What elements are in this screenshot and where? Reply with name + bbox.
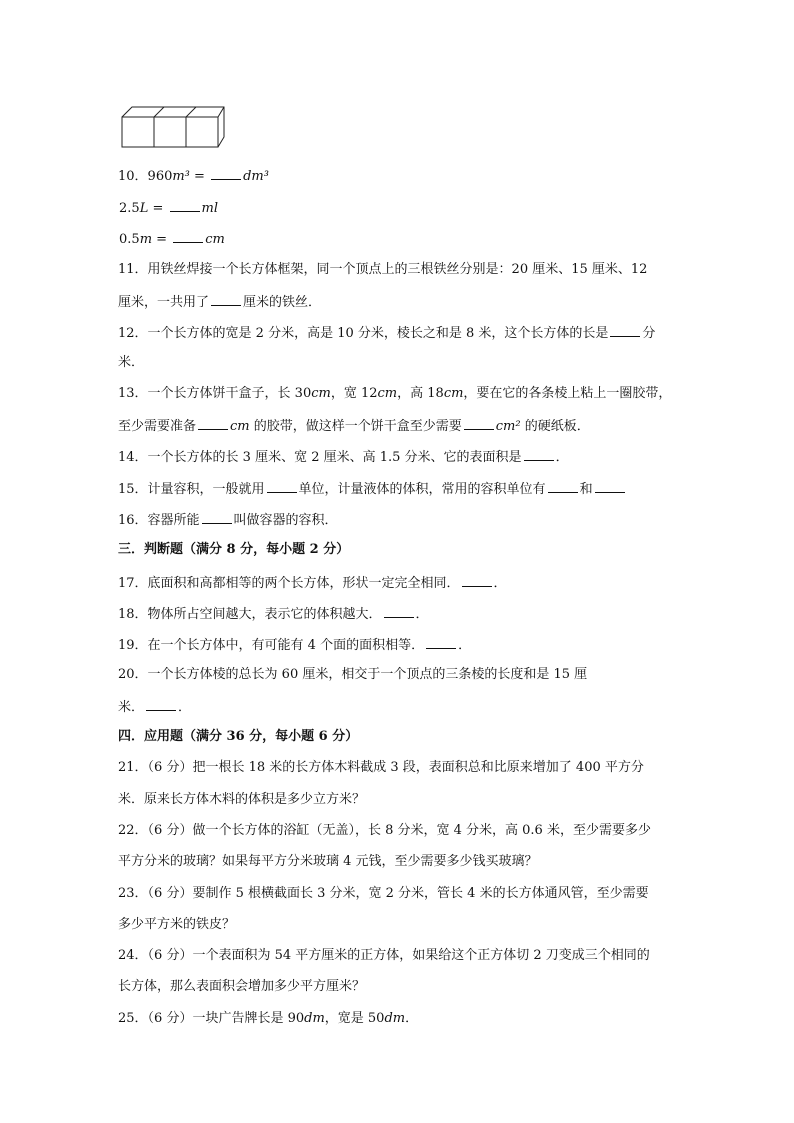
answer-blank[interactable]	[211, 293, 241, 306]
answer-blank[interactable]	[524, 448, 554, 461]
question-10-line-3: 0.5m = cm	[119, 232, 225, 247]
section-4-title: 四．应用题（满分 36 分，每小题 6 分）	[118, 729, 359, 744]
answer-blank[interactable]	[595, 480, 625, 493]
question-17: 17．底面积和高都相等的两个长方体，形状一定完全相同． ．	[118, 576, 507, 591]
answer-blank[interactable]	[464, 417, 494, 430]
answer-blank[interactable]	[610, 324, 640, 337]
question-12-line-2: 米．	[118, 355, 145, 370]
three-cubes-prism-icon	[118, 104, 228, 150]
question-24-line-1: 24．（6 分）一个表面积为 54 平方厘米的正方体，如果给这个正方体切 2 刀变成三个相同的	[118, 948, 650, 963]
question-10-line-1: 10．960m³ = dm³	[118, 169, 269, 184]
question-11-line-2: 厘米，一共用了 厘米的铁丝．	[118, 295, 322, 310]
question-19: 19．在一个长方体中，有可能有 4 个面的面积相等． ．	[118, 638, 472, 653]
question-13-line-2: 至少需要准备 cm 的胶带，做这样一个饼干盒至少需要 cm² 的硬纸板．	[118, 419, 590, 434]
question-23-line-2: 多少平方米的铁皮？	[118, 917, 236, 932]
question-23-line-1: 23．（6 分）要制作 5 根横截面长 3 分米，宽 2 分米，管长 4 米的长方体通风管，至少需要	[118, 886, 649, 901]
answer-blank[interactable]	[211, 167, 241, 180]
answer-blank[interactable]	[202, 511, 232, 524]
answer-blank[interactable]	[146, 698, 176, 711]
answer-blank[interactable]	[462, 574, 492, 587]
answer-blank[interactable]	[548, 480, 578, 493]
question-13-line-1: 13．一个长方体饼干盒子，长 30cm，宽 12cm，高 18cm，要在它的各条棱上粘上一圈胶带，	[118, 386, 672, 401]
answer-blank[interactable]	[267, 480, 297, 493]
question-20-line-1: 20．一个长方体棱的总长为 60 厘米，相交于一个顶点的三条棱的长度和是 15 厘	[118, 667, 588, 682]
section-3-title: 三．判断题（满分 8 分，每小题 2 分）	[118, 542, 350, 557]
question-16: 16．容器所能 叫做容器的容积．	[118, 513, 338, 528]
question-21-line-2: 米．原来长方体木料的体积是多少立方米？	[118, 792, 366, 807]
answer-blank[interactable]	[170, 199, 200, 212]
question-15: 15．计量容积，一般就用 单位，计量液体的体积，常用的容积单位有 和	[118, 480, 627, 498]
answer-blank[interactable]	[384, 605, 414, 618]
question-22-line-1: 22．（6 分）做一个长方体的浴缸（无盖），长 8 分米，宽 4 分米，高 0.6 米，至少需要多少	[118, 823, 651, 838]
answer-blank[interactable]	[426, 636, 456, 649]
question-18: 18．物体所占空间越大，表示它的体积越大． ．	[118, 607, 429, 622]
question-21-line-1: 21．（6 分）把一根长 18 米的长方体木料截成 3 段，表面积总和比原来增加了 400 平方分	[118, 760, 644, 775]
answer-blank[interactable]	[173, 230, 203, 243]
question-24-line-2: 长方体，那么表面积会增加多少平方厘米？	[118, 979, 366, 994]
question-22-line-2: 平方分米的玻璃？如果每平方分米玻璃 4 元钱，至少需要多少钱买玻璃？	[118, 854, 538, 869]
question-20-line-2: 米． ．	[118, 700, 192, 715]
question-12-line-1: 12．一个长方体的宽是 2 分米，高是 10 分米，棱长之和是 8 米，这个长方体的长是 分	[118, 326, 656, 341]
question-25: 25．（6 分）一块广告牌长是 90dm，宽是 50dm．	[118, 1011, 419, 1026]
question-10-line-2: 2.5L = ml	[119, 201, 218, 216]
question-11-line-1: 11．用铁丝焊接一个长方体框架，同一个顶点上的三根铁丝分别是：20 厘米、15 厘米、12	[118, 262, 648, 277]
answer-blank[interactable]	[198, 417, 228, 430]
question-14: 14．一个长方体的长 3 厘米、宽 2 厘米、高 1.5 分米、它的表面积是 ．	[118, 450, 569, 465]
